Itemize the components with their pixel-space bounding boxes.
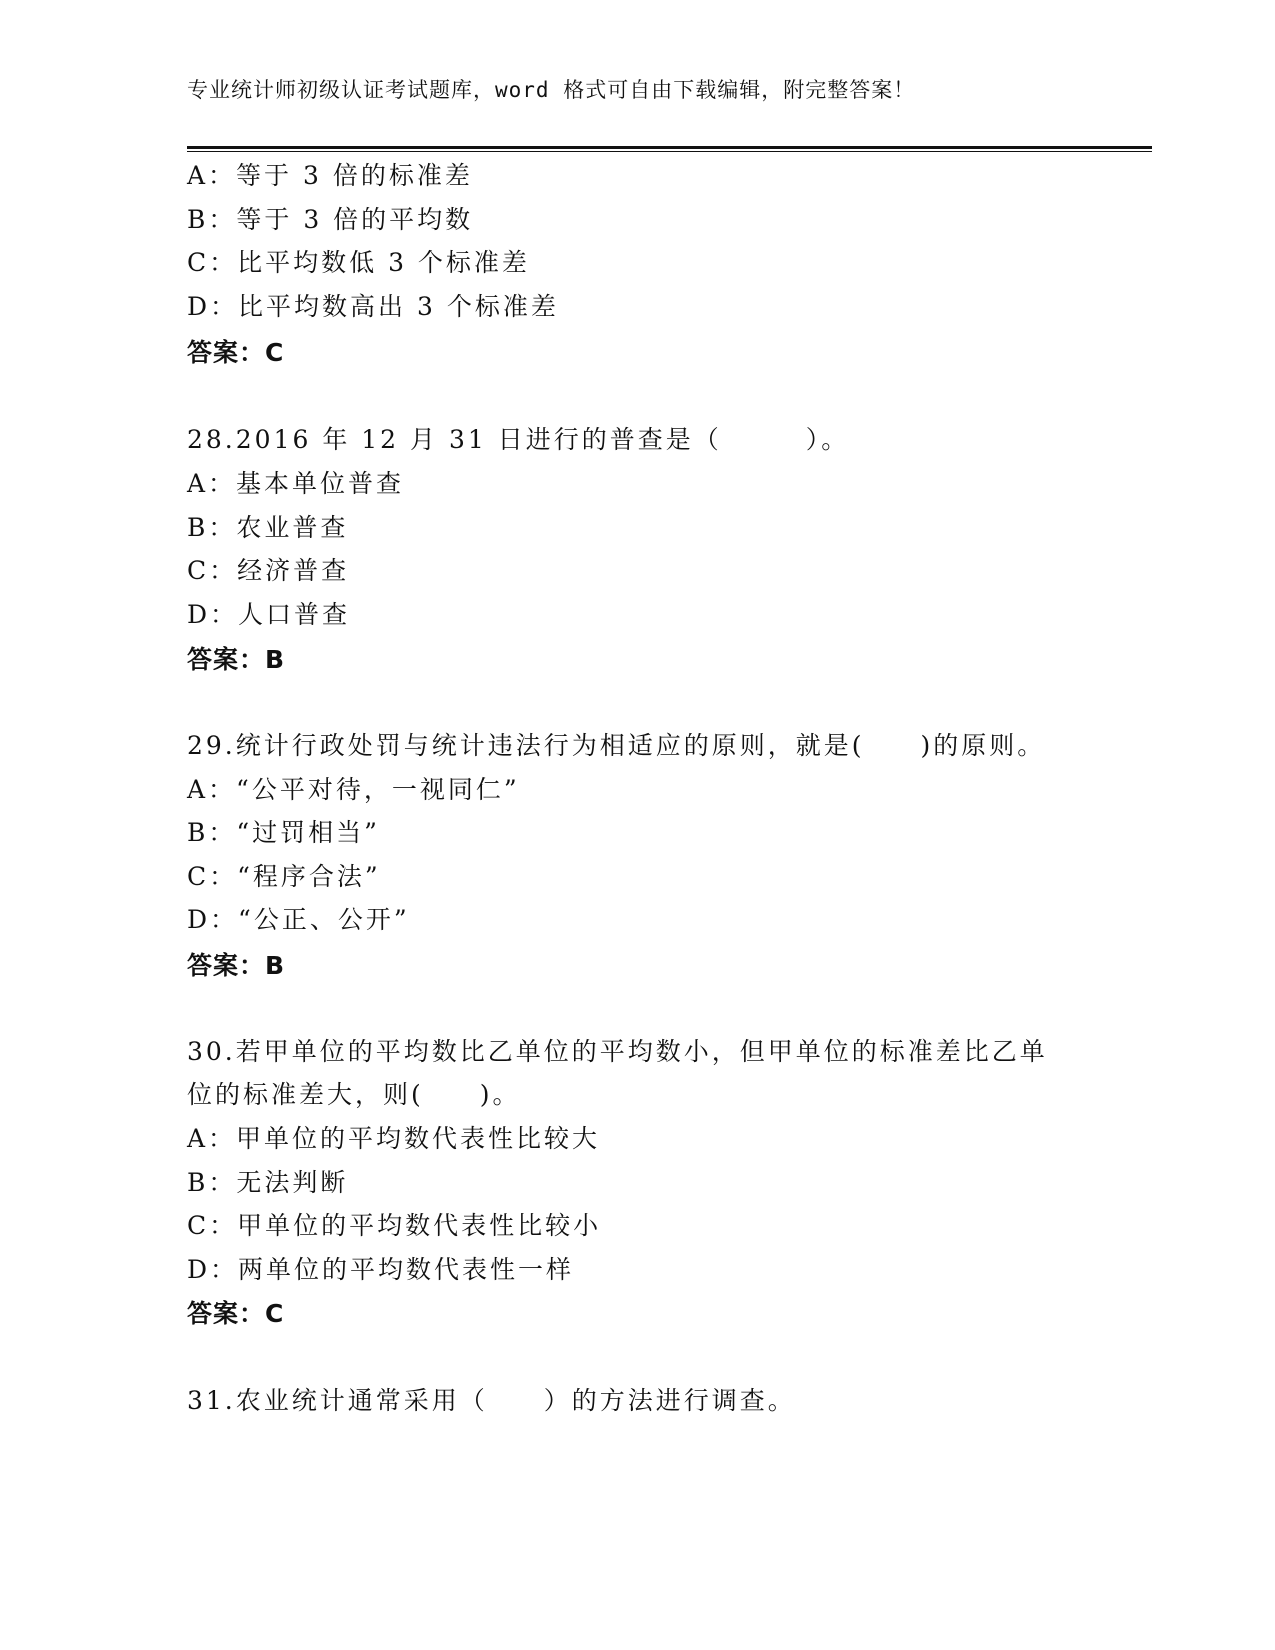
answer-line: 答案：B <box>187 951 286 980</box>
option-b: B：等于 3 倍的平均数 <box>187 205 474 234</box>
option-d: D：两单位的平均数代表性一样 <box>187 1255 575 1284</box>
option-a: A：基本单位普查 <box>187 469 405 498</box>
option-d: D：比平均数高出 3 个标准差 <box>187 292 559 321</box>
option-a: A：甲单位的平均数代表性比较大 <box>187 1124 601 1153</box>
answer-line: 答案：C <box>187 1299 285 1328</box>
option-c: C：比平均数低 3 个标准差 <box>187 248 530 277</box>
header-rule-thin <box>187 151 1152 152</box>
header-rule-thick <box>187 146 1152 149</box>
answer-line: 答案：C <box>187 338 285 367</box>
option-b: B：“过罚相当” <box>187 818 380 847</box>
option-c: C：经济普查 <box>187 556 350 585</box>
option-b: B：农业普查 <box>187 513 349 542</box>
option-d: D：“公正、公开” <box>187 905 410 934</box>
option-a: A：等于 3 倍的标准差 <box>187 161 473 190</box>
question-30-cont: 位的标准差大，则( )。 <box>187 1080 521 1109</box>
option-c: C：甲单位的平均数代表性比较小 <box>187 1211 602 1240</box>
answer-line: 答案：B <box>187 645 286 674</box>
option-d: D：人口普查 <box>187 600 351 629</box>
option-c: C：“程序合法” <box>187 862 381 891</box>
document-header: 专业统计师初级认证考试题库，word 格式可自由下载编辑，附完整答案！ <box>187 78 916 102</box>
question-30: 30.若甲单位的平均数比乙单位的平均数小，但甲单位的标准差比乙单 <box>187 1037 1048 1066</box>
option-b: B：无法判断 <box>187 1168 349 1197</box>
question-31: 31.农业统计通常采用（ ）的方法进行调查。 <box>187 1386 796 1415</box>
question-29: 29.统计行政处罚与统计违法行为相适应的原则，就是( )的原则。 <box>187 731 1046 760</box>
question-28: 28.2016 年 12 月 31 日进行的普查是（ ）。 <box>187 425 850 454</box>
option-a: A：“公平对待，一视同仁” <box>187 775 520 804</box>
